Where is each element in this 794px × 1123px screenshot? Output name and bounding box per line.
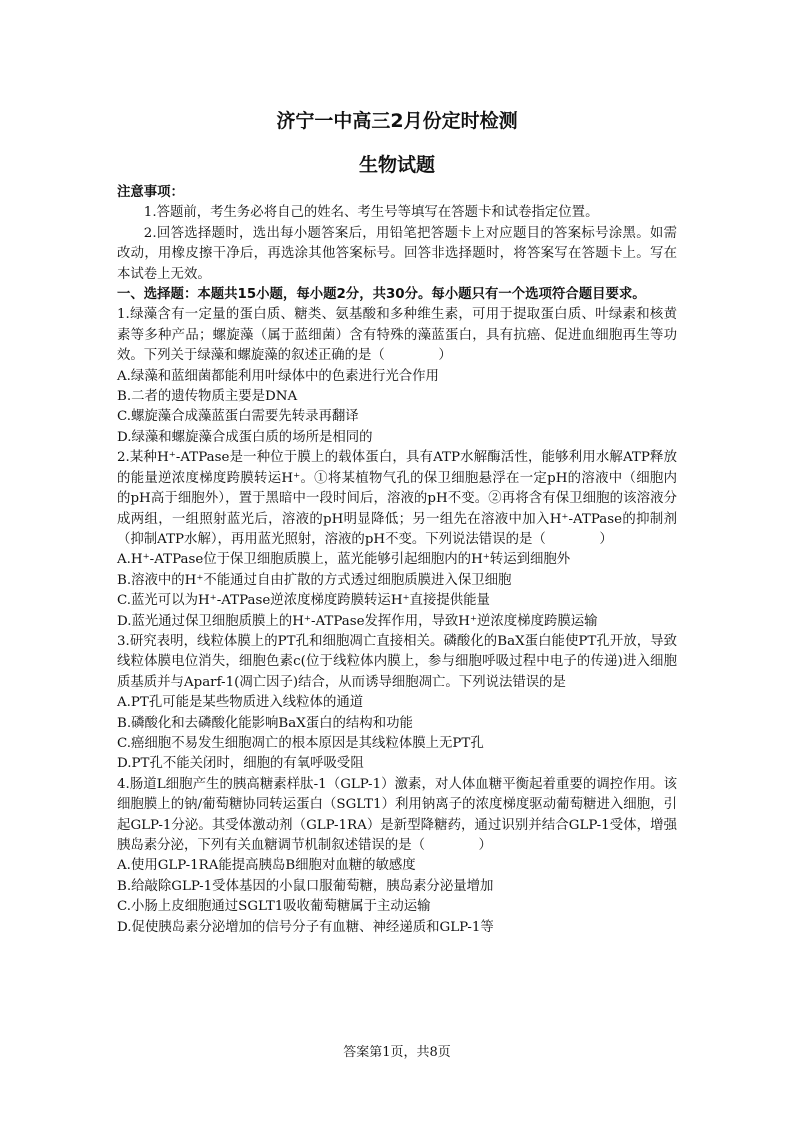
section-heading: 一、选择题：本题共15小题，每小题2分，共30分。每小题只有一个选项符合题目要求。: [117, 287, 646, 303]
option-b: B.溶液中的H⁺不能通过自由扩散的方式透过细胞质膜进入保卫细胞: [117, 572, 512, 588]
notice-item-2: 2.回答选择题时，选出每小题答案后，用铅笔把答题卡上对应题目的答案标号涂黑。如需改动，用橡皮擦干净后，再选涂其他答案标号。回答非选择题时，将答案写在答题卡上。写在本试卷上无效。: [117, 225, 677, 282]
notice-heading: 注意事项：: [117, 185, 184, 200]
option-c: C.蓝光可以为H⁺-ATPase逆浓度梯度跨膜转运H⁺直接提供能量: [117, 593, 490, 609]
option-c: C.螺旋藻合成藻蓝蛋白需要先转录再翻译: [117, 409, 359, 425]
notice-item-1: 1.答题前，考生务必将自己的姓名、考生号等填写在答题卡和试卷指定位置。: [143, 205, 599, 221]
option-b: B.磷酸化和去磷酸化能影响BaX蛋白的结构和功能: [117, 715, 413, 731]
option-a: A.PT孔可能是某些物质进入线粒体的通道: [117, 695, 364, 711]
option-d: D.绿藻和螺旋藻合成蛋白质的场所是相同的: [117, 429, 373, 445]
question-1: [117, 305, 677, 448]
question-stem: 2.某种H⁺-ATPase是一种位于膜上的载体蛋白，具有ATP水解酶活性，能够利用水解ATP释放的能量逆浓度梯度跨膜转运H⁺。①将某植物气孔的保卫细胞悬浮在一定pH的溶液中（细胞内的pH高于细胞外），置于黑暗中一段时间后，溶液的pH不变。②再将含有保卫细胞的该溶液分成两组，一组照射蓝光后，溶液的pH明显降低；另一组先在溶液中加入H⁺-ATPase的抑制剂（抑制ATP水解），再用蓝光照射，溶液的pH不变。下列说法错误的是（ ）: [117, 450, 677, 547]
question-stem: 4.肠道L细胞产生的胰高糖素样肽-1（GLP-1）激素，对人体血糖平衡起着重要的调控作用。该细胞膜上的钠/葡萄糖协同转运蛋白（SGLT1）利用钠离子的浓度梯度驱动葡萄糖进入细胞，引起GLP-1分泌。其受体激动剂（GLP-1RA）是新型降糖药，通过识别并结合GLP-1受体，增强胰岛素分泌，下列有关血糖调节机制叙述错误的是（ ）: [117, 776, 677, 853]
option-a: A.绿藻和蓝细菌都能利用叶绿体中的色素进行光合作用: [117, 368, 439, 384]
question-4: [117, 775, 677, 938]
exam-subtitle: 生物试题: [358, 154, 435, 176]
question-stem: 1.绿藻含有一定量的蛋白质、糖类、氨基酸和多种维生素，可用于提取蛋白质、叶绿素和核黄素等多种产品；螺旋藻（属于蓝细菌）含有特殊的藻蓝蛋白，具有抗癌、促进血细胞再生等功效。下列关于绿藻和螺旋藻的叙述正确的是（ ）: [117, 307, 677, 364]
question-stem: 3.研究表明，线粒体膜上的PT孔和细胞凋亡直接相关。磷酸化的BaX蛋白能使PT孔开放，导致线粒体膜电位消失，细胞色素c(位于线粒体内膜上，参与细胞呼吸过程中电子的传递)进入细胞质基质并与Aparf-1(凋亡因子)结合，从而诱导细胞凋亡。下列说法错误的是: [117, 633, 677, 690]
exam-title: 济宁一中高三2月份定时检测: [276, 110, 518, 132]
option-d: D.PT孔不能关闭时，细胞的有氧呼吸受阻: [117, 756, 364, 772]
option-d: D.蓝光通过保卫细胞质膜上的H⁺-ATPase发挥作用，导致H⁺逆浓度梯度跨膜运输: [117, 613, 598, 629]
question-2: [117, 448, 677, 632]
exam-content: [117, 183, 677, 938]
option-b: B.二者的遗传物质主要是DNA: [117, 389, 298, 405]
option-b: B.给敲除GLP-1受体基因的小鼠口服葡萄糖，胰岛素分泌量增加: [117, 878, 494, 894]
option-d: D.促使胰岛素分泌增加的信号分子有血糖、神经递质和GLP-1等: [117, 919, 494, 935]
question-3: [117, 632, 677, 775]
option-c: C.癌细胞不易发生细胞凋亡的根本原因是其线粒体膜上无PT孔: [117, 735, 484, 751]
option-c: C.小肠上皮细胞通过SGLT1吸收葡萄糖属于主动运输: [117, 899, 431, 915]
option-a: A.H⁺-ATPase位于保卫细胞质膜上，蓝光能够引起细胞内的H⁺转运到细胞外: [117, 552, 571, 568]
option-a: A.使用GLP-1RA能提高胰岛B细胞对血糖的敏感度: [117, 858, 416, 874]
page-footer: 答案第1页，共8页: [343, 1045, 451, 1060]
